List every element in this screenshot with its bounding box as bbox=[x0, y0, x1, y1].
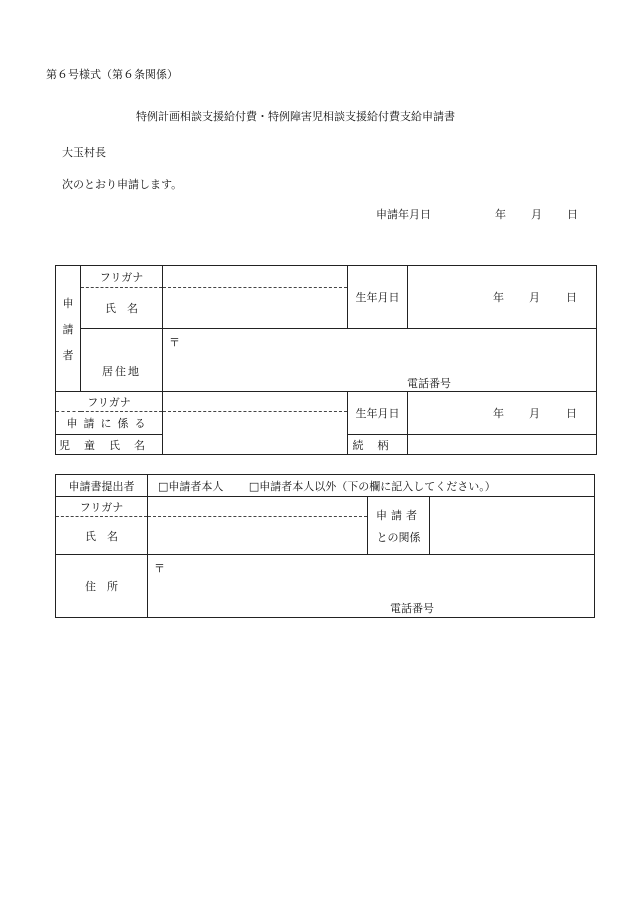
applicant-group-label: 申 請 者 bbox=[56, 266, 81, 392]
submitter-postal-mark: 〒 bbox=[154, 562, 165, 575]
applicant-birth-year: 年 bbox=[493, 291, 504, 304]
apply-date-year: 年 bbox=[495, 208, 506, 221]
submitter-option-self[interactable]: □申請者本人 bbox=[158, 479, 224, 493]
submitter-furigana-field[interactable] bbox=[148, 497, 368, 517]
form-number: 第６号様式（第６条関係） bbox=[46, 68, 178, 81]
applicant-postal-mark: 〒 bbox=[169, 336, 180, 349]
request-text: 次のとおり申請します。 bbox=[62, 178, 183, 191]
submitter-address-label: 住 所 bbox=[56, 555, 148, 618]
submitter-address-field[interactable] bbox=[148, 555, 595, 618]
submitter-name-field[interactable] bbox=[148, 517, 368, 555]
applicant-birth-field[interactable] bbox=[408, 266, 597, 329]
child-name-label-2: 児童氏名 bbox=[56, 435, 163, 455]
addressee: 大玉村長 bbox=[62, 146, 106, 159]
applicant-address-label: 居住地 bbox=[81, 329, 163, 392]
applicant-furigana-field[interactable] bbox=[163, 266, 348, 288]
applicant-name-field[interactable] bbox=[163, 288, 348, 329]
child-birth-field[interactable] bbox=[408, 392, 597, 435]
applicant-phone-label: 電話番号 bbox=[407, 377, 451, 390]
applicant-furigana-label: フリガナ bbox=[81, 266, 163, 288]
submitter-relation-field[interactable] bbox=[430, 497, 595, 555]
child-birth-year: 年 bbox=[493, 407, 504, 420]
child-name-field[interactable] bbox=[163, 412, 348, 455]
submitter-relation-label: 申請者 との関係 bbox=[368, 497, 430, 555]
apply-date-month: 月 bbox=[531, 208, 542, 221]
child-furigana-label: フリガナ bbox=[56, 392, 163, 412]
child-birth-label: 生年月日 bbox=[348, 392, 408, 435]
applicant-table bbox=[55, 265, 597, 455]
applicant-name-label: 氏 名 bbox=[81, 288, 163, 329]
child-relation-label: 続柄 bbox=[348, 435, 408, 455]
child-relation-field[interactable] bbox=[408, 435, 597, 455]
submitter-label: 申請書提出者 bbox=[56, 475, 148, 497]
child-birth-month: 月 bbox=[529, 407, 540, 420]
applicant-birth-month: 月 bbox=[529, 291, 540, 304]
applicant-address-field[interactable] bbox=[163, 329, 597, 392]
submitter-phone-label: 電話番号 bbox=[390, 602, 434, 615]
apply-date-label: 申請年月日 bbox=[376, 208, 431, 221]
applicant-birth-label: 生年月日 bbox=[348, 266, 408, 329]
child-name-label: 申請に係る bbox=[56, 412, 163, 435]
applicant-birth-day: 日 bbox=[566, 291, 577, 304]
submitter-table bbox=[55, 474, 595, 618]
child-furigana-field[interactable] bbox=[163, 392, 348, 412]
form-title: 特例計画相談支援給付費・特例障害児相談支援給付費支給申請書 bbox=[136, 110, 455, 123]
submitter-furigana-label: フリガナ bbox=[56, 497, 148, 517]
submitter-name-label: 氏 名 bbox=[56, 517, 148, 555]
submitter-options bbox=[148, 475, 595, 497]
submitter-option-other[interactable]: □申請者本人以外（下の欄に記入してください。） bbox=[248, 479, 496, 493]
apply-date-day: 日 bbox=[567, 208, 578, 221]
child-birth-day: 日 bbox=[566, 407, 577, 420]
